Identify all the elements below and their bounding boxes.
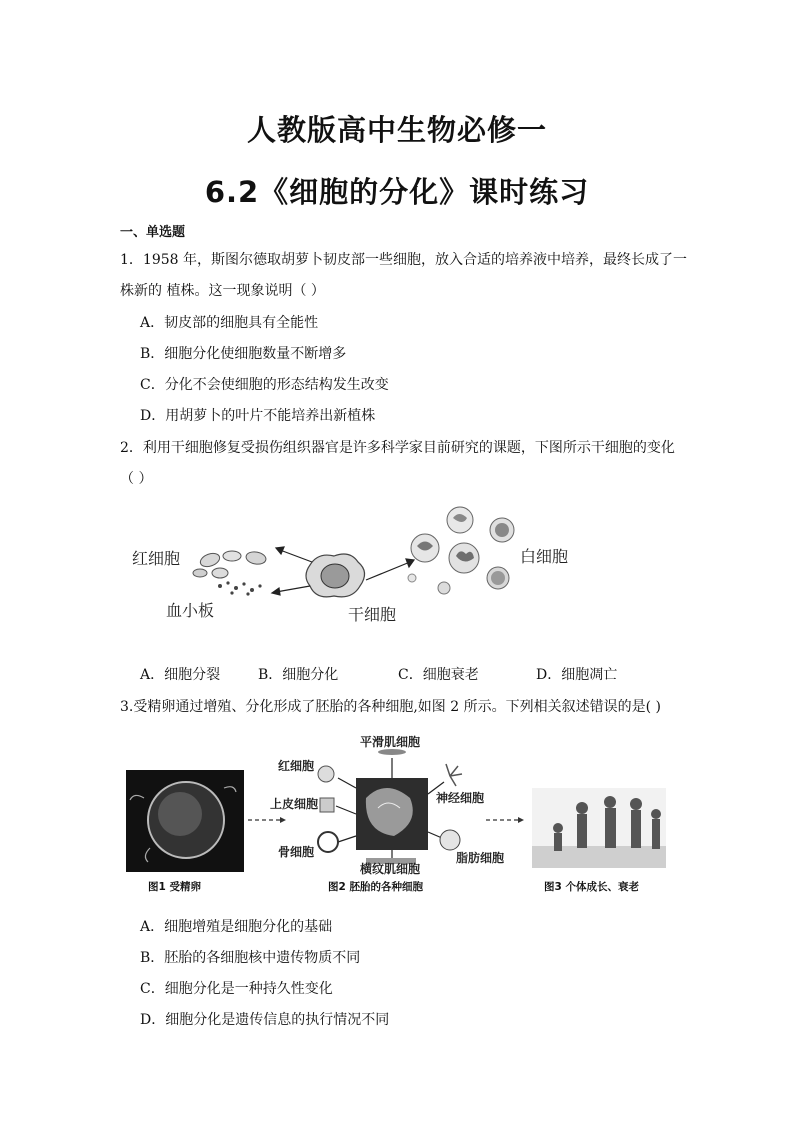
- stem-cell-illustration: [306, 554, 365, 597]
- q2-option-a: A．细胞分裂: [140, 667, 221, 683]
- fertilized-egg-photo: [126, 770, 244, 872]
- caption-fig3: 图3 个体成长、衰老: [544, 881, 639, 893]
- q2-stem-line2: （ ）: [120, 471, 153, 487]
- section-label: 一、单选题: [120, 225, 186, 240]
- q3-option-d: D．细胞分化是遗传信息的执行情况不同: [140, 1012, 390, 1028]
- label-fat: 脂肪细胞: [456, 851, 505, 865]
- page-subtitle: 6.2《细胞的分化》课时练习: [204, 175, 590, 209]
- caption-fig2: 图2 胚胎的各种细胞: [328, 881, 423, 893]
- stem-cell-figure: [120, 500, 590, 640]
- label-epithelial: 上皮细胞: [270, 797, 319, 811]
- q3-option-a: A．细胞增殖是细胞分化的基础: [140, 919, 333, 935]
- q3-option-c: C．细胞分化是一种持久性变化: [140, 981, 333, 997]
- growth-aging-photo: [532, 788, 666, 868]
- q1-option-b: B．细胞分化使细胞数量不断增多: [140, 346, 347, 362]
- page-title: 人教版高中生物必修一: [246, 113, 547, 147]
- platelets-illustration: [218, 581, 262, 595]
- q1-option-c: C．分化不会使细胞的形态结构发生改变: [140, 377, 389, 393]
- label-smooth-muscle: 平滑肌细胞: [360, 735, 421, 749]
- q2-option-c: C．细胞衰老: [398, 667, 479, 683]
- label-stem-cell: 干细胞: [348, 605, 397, 624]
- q3-option-b: B．胚胎的各细胞核中遗传物质不同: [140, 950, 361, 966]
- label-platelet: 血小板: [166, 601, 215, 620]
- q1-stem-line1: 1．1958 年，斯图尔德取胡萝卜韧皮部一些细胞，放入合适的培养液中培养，最终长成了一: [120, 252, 687, 268]
- embryo-figure: [120, 728, 680, 898]
- q1-option-a: A．韧皮部的细胞具有全能性: [140, 315, 319, 331]
- q1-option-d: D．用胡萝卜的叶片不能培养出新植株: [140, 408, 376, 424]
- embryo-cells-diagram: [318, 749, 462, 864]
- caption-fig1: 图1 受精卵: [148, 881, 201, 893]
- label-nerve: 神经细胞: [436, 791, 485, 805]
- label-bone: 骨细胞: [278, 845, 315, 859]
- q2-stem-line1: 2．利用干细胞修复受损伤组织器官是许多科学家目前研究的课题，下图所示干细胞的变化: [120, 440, 675, 456]
- q1-stem-line2: 株新的 植株。这一现象说明（ ）: [120, 283, 325, 299]
- q2-option-b: B．细胞分化: [258, 667, 339, 683]
- label-striated: 横纹肌细胞: [360, 862, 421, 876]
- label-red-cell: 红细胞: [132, 549, 181, 568]
- white-blood-cells-illustration: [408, 507, 514, 594]
- q2-option-d: D．细胞凋亡: [536, 667, 618, 683]
- q3-stem-line1: 3.受精卵通过增殖、分化形成了胚胎的各种细胞,如图 2 所示。下列相关叙述错误的是( ): [120, 699, 661, 715]
- label-white-cell: 白细胞: [520, 547, 569, 566]
- red-blood-cells-illustration: [193, 550, 267, 578]
- label-red-cell-2: 红细胞: [278, 759, 315, 773]
